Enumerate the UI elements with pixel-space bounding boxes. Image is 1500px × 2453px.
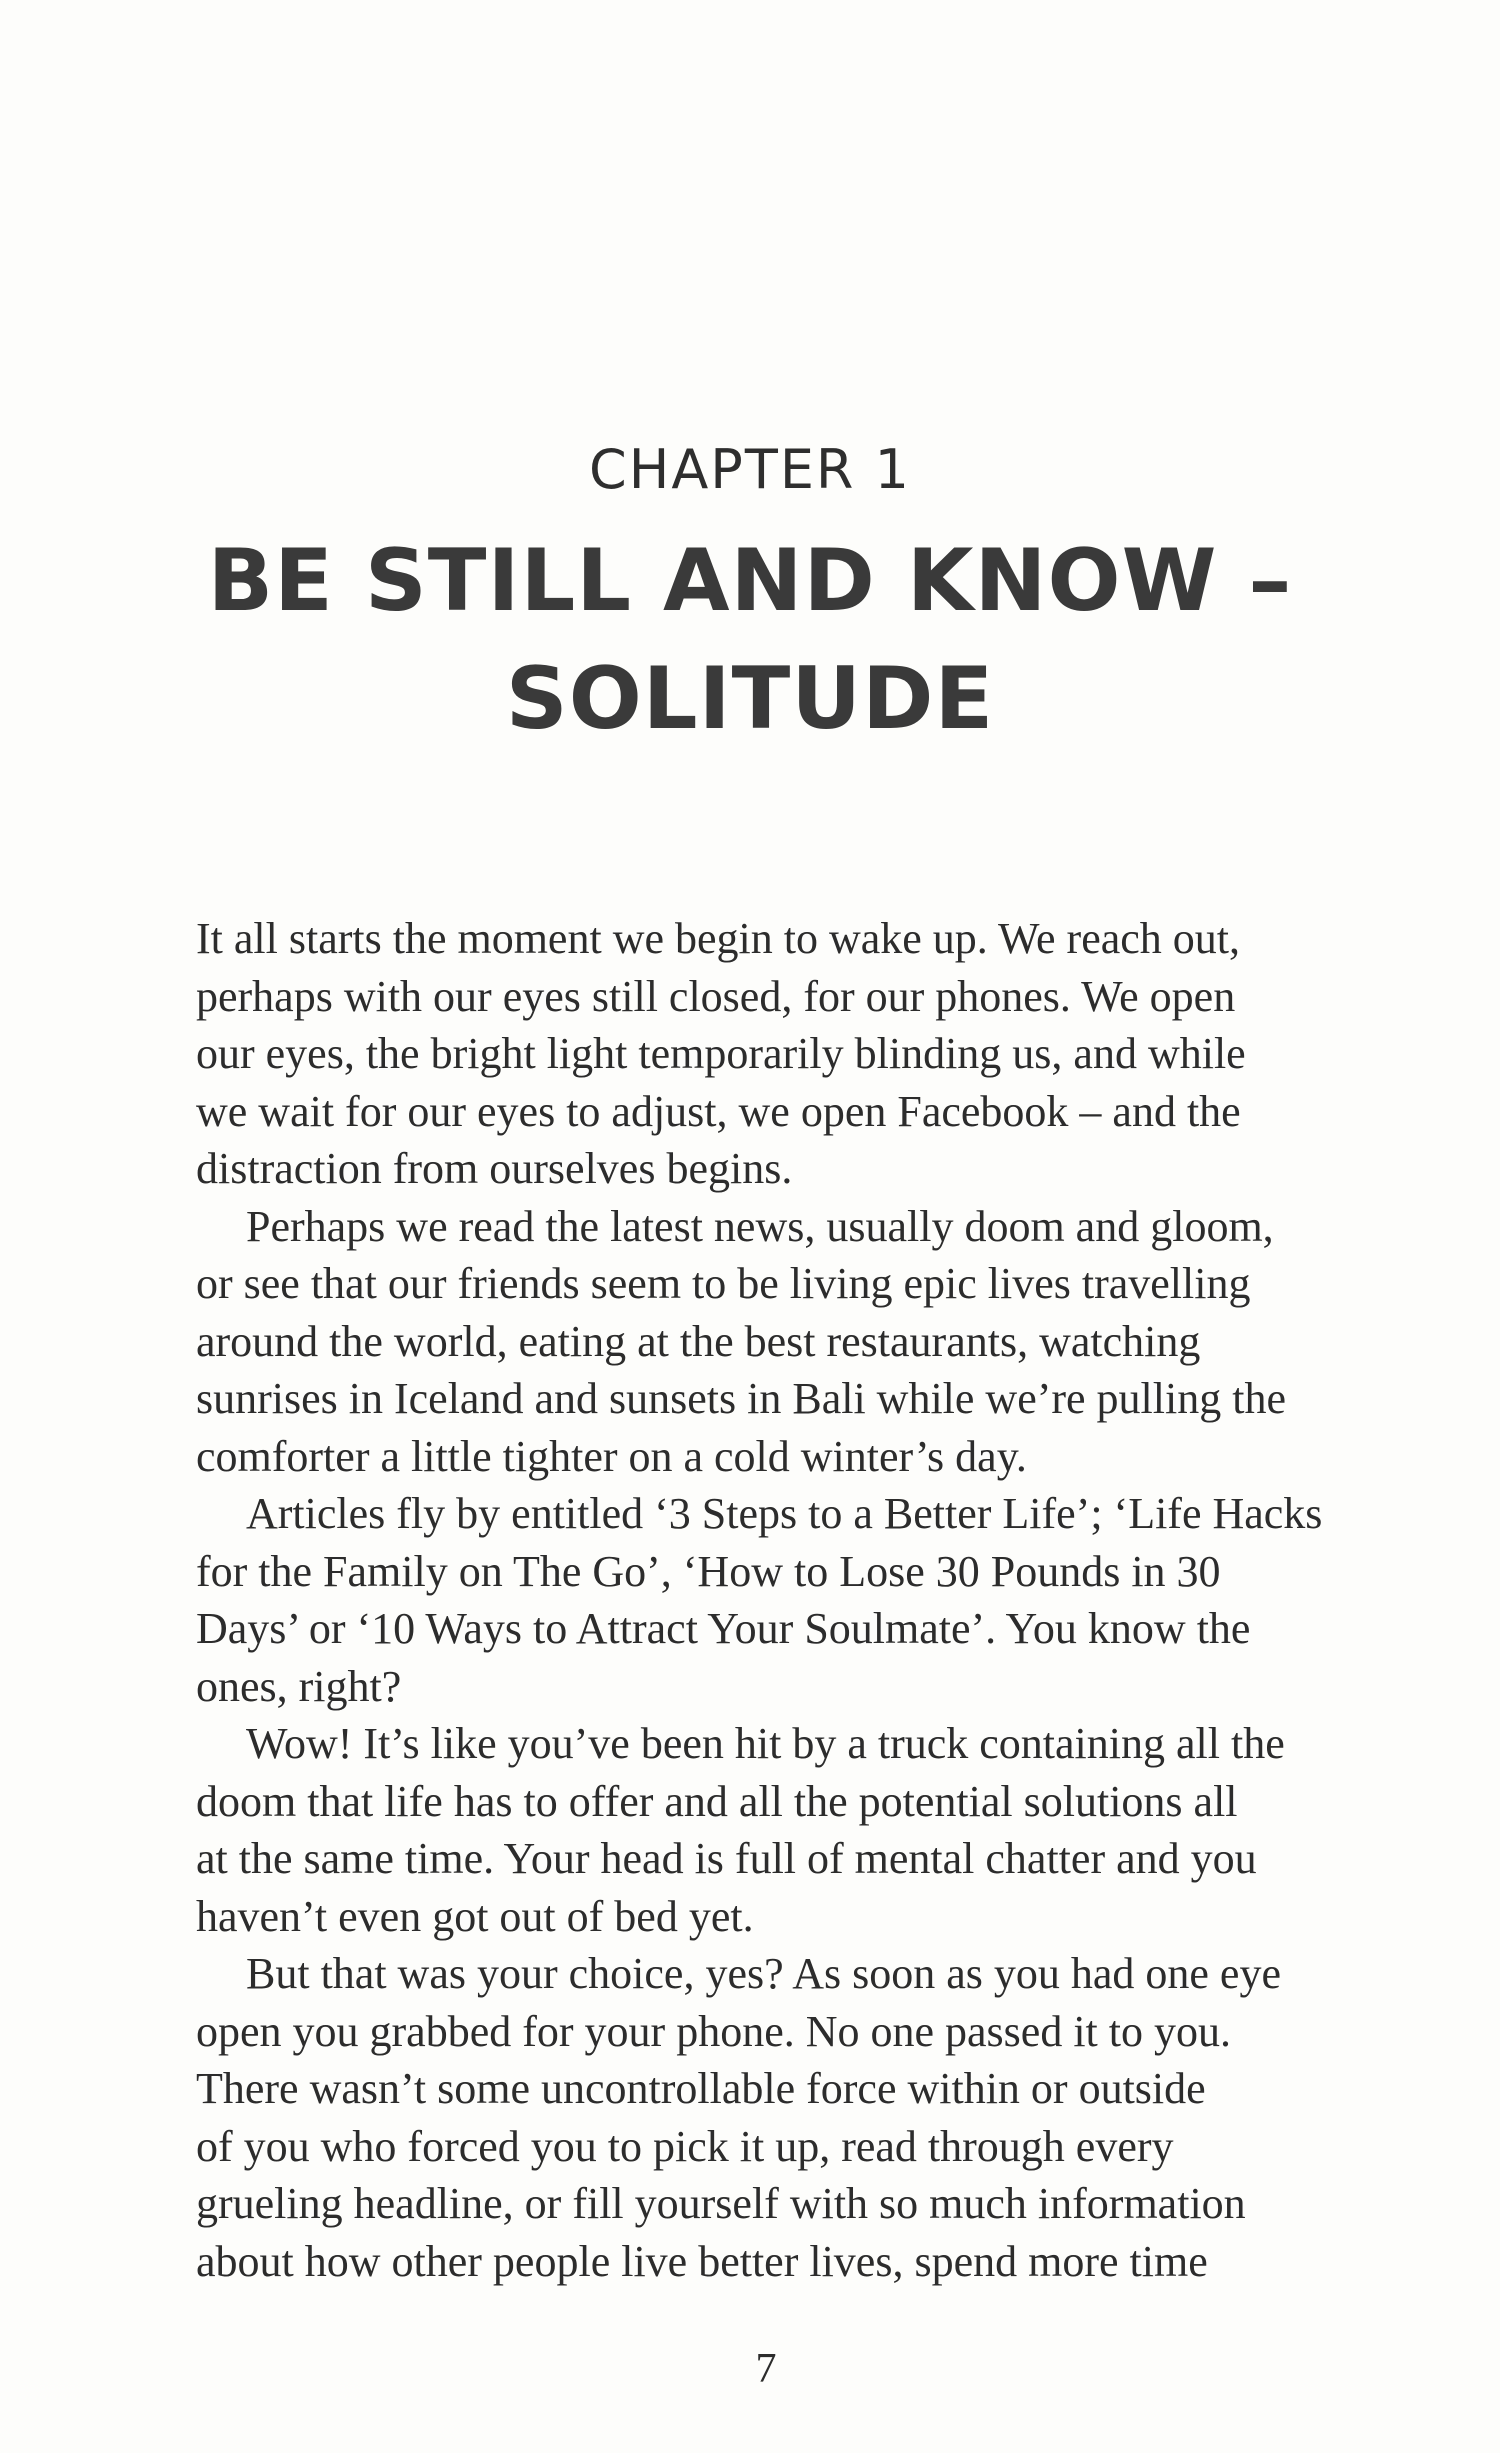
text-line: doom that life has to offer and all the potential solutions all xyxy=(196,1776,1238,1826)
text-line: perhaps with our eyes still closed, for our phones. We open xyxy=(196,971,1236,1021)
text-line: It all starts the moment we begin to wake up. We reach out, xyxy=(196,914,1241,963)
text-line: or see that our friends seem to be living epic lives travelling xyxy=(196,1259,1251,1308)
text-line: our eyes, the bright light temporarily blinding us, and while xyxy=(196,1029,1246,1078)
chapter-title-line-1: BE STILL AND KNOW – xyxy=(207,531,1293,631)
text-line: we wait for our eyes to adjust, we open Facebook – and the xyxy=(196,1086,1241,1136)
text-line: sunrises in Iceland and sunsets in Bali while we’re pulling the xyxy=(196,1374,1286,1423)
chapter-title-line-2: SOLITUDE xyxy=(505,649,995,749)
text-line: grueling headline, or fill yourself with so much information xyxy=(196,2179,1246,2228)
page-number: 7 xyxy=(755,2346,777,2392)
chapter-label: CHAPTER 1 xyxy=(589,438,911,501)
text-line: comforter a little tighter on a cold winter’s day. xyxy=(196,1431,1027,1481)
text-line: ones, right? xyxy=(196,1661,402,1711)
text-line: Wow! It’s like you’ve been hit by a truck containing all the xyxy=(246,1719,1285,1768)
text-line: Days’ or ‘10 Ways to Attract Your Soulmate’. You know the xyxy=(196,1604,1251,1653)
text-line: at the same time. Your head is full of mental chatter and you xyxy=(196,1834,1257,1883)
text-line: distraction from ourselves begins. xyxy=(196,1144,793,1193)
text-line: open you grabbed for your phone. No one passed it to you. xyxy=(196,2006,1232,2056)
text-line: of you who forced you to pick it up, read through every xyxy=(196,2121,1174,2171)
body-text xyxy=(196,910,1323,2290)
text-line: around the world, eating at the best restaurants, watching xyxy=(196,1316,1201,1366)
text-line: for the Family on The Go’, ‘How to Lose 30 Pounds in 30 xyxy=(196,1546,1221,1596)
text-line: But that was your choice, yes? As soon as you had one eye xyxy=(246,1949,1281,1998)
text-line: about how other people live better lives, spend more time xyxy=(196,2236,1208,2286)
chapter-title xyxy=(0,522,1500,758)
text-line: Articles fly by entitled ‘3 Steps to a Better Life’; ‘Life Hacks xyxy=(246,1489,1323,1538)
text-line: Perhaps we read the latest news, usually doom and gloom, xyxy=(246,1201,1274,1251)
text-line: There wasn’t some uncontrollable force within or outside xyxy=(196,2064,1206,2113)
text-line: haven’t even got out of bed yet. xyxy=(196,1891,754,1941)
